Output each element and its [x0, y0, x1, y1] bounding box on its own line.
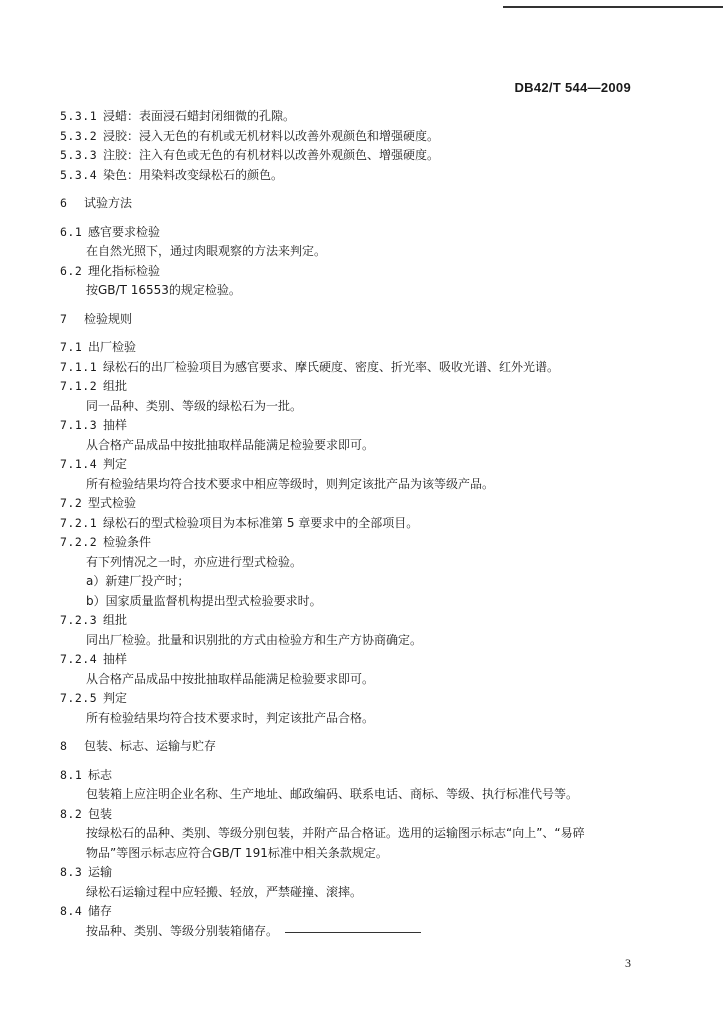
clause-line: [0, 737, 723, 757]
clause-heading: 绿松石的型式检验项目为本标准第 5 章要求中的全部项目。: [103, 515, 419, 530]
clause-number: 5.3.3: [60, 148, 98, 162]
clause-heading: 抽样: [103, 418, 128, 432]
clause-heading: 染色：用染料改变绿松石的颜色。: [103, 167, 284, 182]
clause-number: 7.2.2: [60, 535, 98, 549]
clause-text-line: [0, 397, 723, 417]
clause-line: [0, 262, 723, 282]
clause-line: [0, 689, 723, 709]
clause-line: [0, 805, 723, 825]
clause-body: 在自然光照下，通过肉眼观察的方法来判定。: [86, 244, 327, 258]
clause-body: 有下列情况之一时，亦应进行型式检验。: [86, 554, 303, 569]
clause-heading: 包装: [88, 806, 113, 821]
clause-text-line: [0, 553, 723, 573]
clause-body: a）新建厂投产时；: [86, 574, 190, 588]
clause-line: [0, 902, 723, 922]
clause-body: 从合格产品成品中按批抽取样品能满足检验要求即可。: [86, 671, 375, 686]
clause-line: [0, 310, 723, 330]
clause-heading: 浸蜡：表面浸石蜡封闭细微的孔隙。: [103, 109, 296, 123]
clause-line: [0, 611, 723, 631]
clause-text-line: [0, 572, 723, 592]
clause-heading: 检验规则: [84, 311, 133, 326]
clause-body: 包装箱上应注明企业名称、生产地址、邮政编码、联系电话、商标、等级、执行标准代号等。: [86, 787, 579, 801]
clause-body: 同一品种、类别、等级的绿松石为一批。: [86, 398, 303, 413]
clause-number: 5.3.4: [60, 167, 98, 182]
clause-line: [0, 146, 723, 166]
clause-text-line: [0, 281, 723, 301]
clause-number: 8.3: [60, 865, 83, 879]
clause-number: 8: [60, 739, 68, 753]
clause-heading: 组批: [103, 379, 128, 393]
standard-code: DB42/T 544—2009: [514, 80, 631, 95]
clause-number: 6: [60, 196, 68, 210]
end-rule: [285, 932, 421, 933]
clause-line: [0, 533, 723, 553]
clause-heading: 理化指标检验: [88, 263, 161, 278]
clause-number: 7.1.2: [60, 379, 98, 393]
clause-line: [0, 223, 723, 243]
clause-text-line: [0, 883, 723, 903]
clause-text-line: [0, 824, 723, 844]
clause-line: [0, 166, 723, 186]
clause-body: 按GB/T 16553的规定检验。: [86, 283, 241, 297]
clause-number: 7.1.4: [60, 457, 98, 471]
clause-text-line: [0, 592, 723, 612]
clause-heading: 储存: [88, 904, 113, 918]
clause-line: [0, 107, 723, 127]
clause-body: 从合格产品成品中按批抽取样品能满足检验要求即可。: [86, 437, 375, 452]
clause-heading: 型式检验: [88, 496, 137, 510]
document-body: [0, 107, 723, 941]
clause-number: 7.2.3: [60, 613, 98, 627]
clause-number: 6.2: [60, 263, 83, 278]
clause-number: 7.1.1: [60, 359, 98, 374]
clause-heading: 判定: [103, 691, 128, 705]
clause-line: [0, 358, 723, 378]
clause-body: 按绿松石的品种、类别、等级分别包装，并附产品合格证。选用的运输图示标志“向上”、“易碎: [86, 826, 585, 840]
clause-line: [0, 377, 723, 397]
clause-number: 7.2.1: [60, 515, 98, 530]
clause-line: [0, 416, 723, 436]
clause-heading: 绿松石的出厂检验项目为感官要求、摩氏硬度、密度、折光率、吸收光谱、红外光谱。: [103, 359, 560, 374]
clause-line: [0, 455, 723, 475]
clause-text-line: [0, 631, 723, 651]
clause-heading: 检验条件: [103, 535, 152, 549]
clause-body: b）国家质量监督机构提出型式检验要求时。: [86, 593, 322, 608]
clause-heading: 运输: [88, 865, 113, 879]
clause-text-line: [0, 785, 723, 805]
clause-heading: 组批: [103, 613, 128, 627]
clause-line: [0, 127, 723, 147]
clause-number: 7: [60, 311, 68, 326]
clause-text-line: [0, 475, 723, 495]
clause-number: 7.2: [60, 496, 83, 510]
top-rule: [503, 6, 723, 8]
clause-number: 8.2: [60, 806, 83, 821]
clause-number: 6.1: [60, 224, 83, 239]
clause-text-line: [0, 242, 723, 262]
clause-line: [0, 863, 723, 883]
page-number: 3: [625, 956, 631, 970]
clause-number: 7.2.5: [60, 691, 98, 705]
clause-heading: 浸胶：浸入无色的有机或无机材料以改善外观颜色和增强硬度。: [103, 128, 440, 143]
clause-line: [0, 766, 723, 786]
clause-text-line: [0, 709, 723, 729]
clause-body: 同出厂检验。批量和识别批的方式由检验方和生产方协商确定。: [86, 632, 423, 647]
clause-number: 7.1: [60, 340, 83, 354]
clause-body: 所有检验结果均符合技术要求中相应等级时，则判定该批产品为该等级产品。: [86, 476, 495, 491]
clause-number: 5.3.1: [60, 109, 98, 123]
clause-text-line: [0, 670, 723, 690]
clause-text-line: [0, 844, 723, 864]
clause-body: 按品种、类别、等级分别装箱储存。: [86, 923, 279, 938]
clause-number: 8.1: [60, 767, 83, 782]
clause-line: [0, 650, 723, 670]
clause-heading: 包装、标志、运输与贮存: [84, 739, 217, 753]
clause-heading: 抽样: [103, 652, 128, 666]
clause-number: 8.4: [60, 904, 83, 918]
clause-number: 7.1.3: [60, 418, 98, 432]
clause-body: 所有检验结果均符合技术要求时，判定该批产品合格。: [86, 710, 375, 725]
clause-line: [0, 514, 723, 534]
clause-line: [0, 494, 723, 514]
clause-body: 物品”等图示标志应符合GB/T 191标准中相关条款规定。: [86, 845, 388, 860]
clause-heading: 标志: [88, 767, 113, 782]
clause-heading: 试验方法: [84, 196, 133, 210]
clause-line: [0, 338, 723, 358]
clause-number: 7.2.4: [60, 652, 98, 666]
clause-number: 5.3.2: [60, 128, 98, 143]
clause-heading: 注胶：注入有色或无色的有机材料以改善外观颜色、增强硬度。: [103, 148, 440, 162]
clause-body: 绿松石运输过程中应轻搬、轻放，严禁碰撞、滚摔。: [86, 884, 363, 899]
clause-line: [0, 194, 723, 214]
clause-heading: 出厂检验: [88, 340, 137, 354]
clause-text-line: [0, 436, 723, 456]
clause-heading: 判定: [103, 457, 128, 471]
clause-heading: 感官要求检验: [88, 224, 161, 239]
